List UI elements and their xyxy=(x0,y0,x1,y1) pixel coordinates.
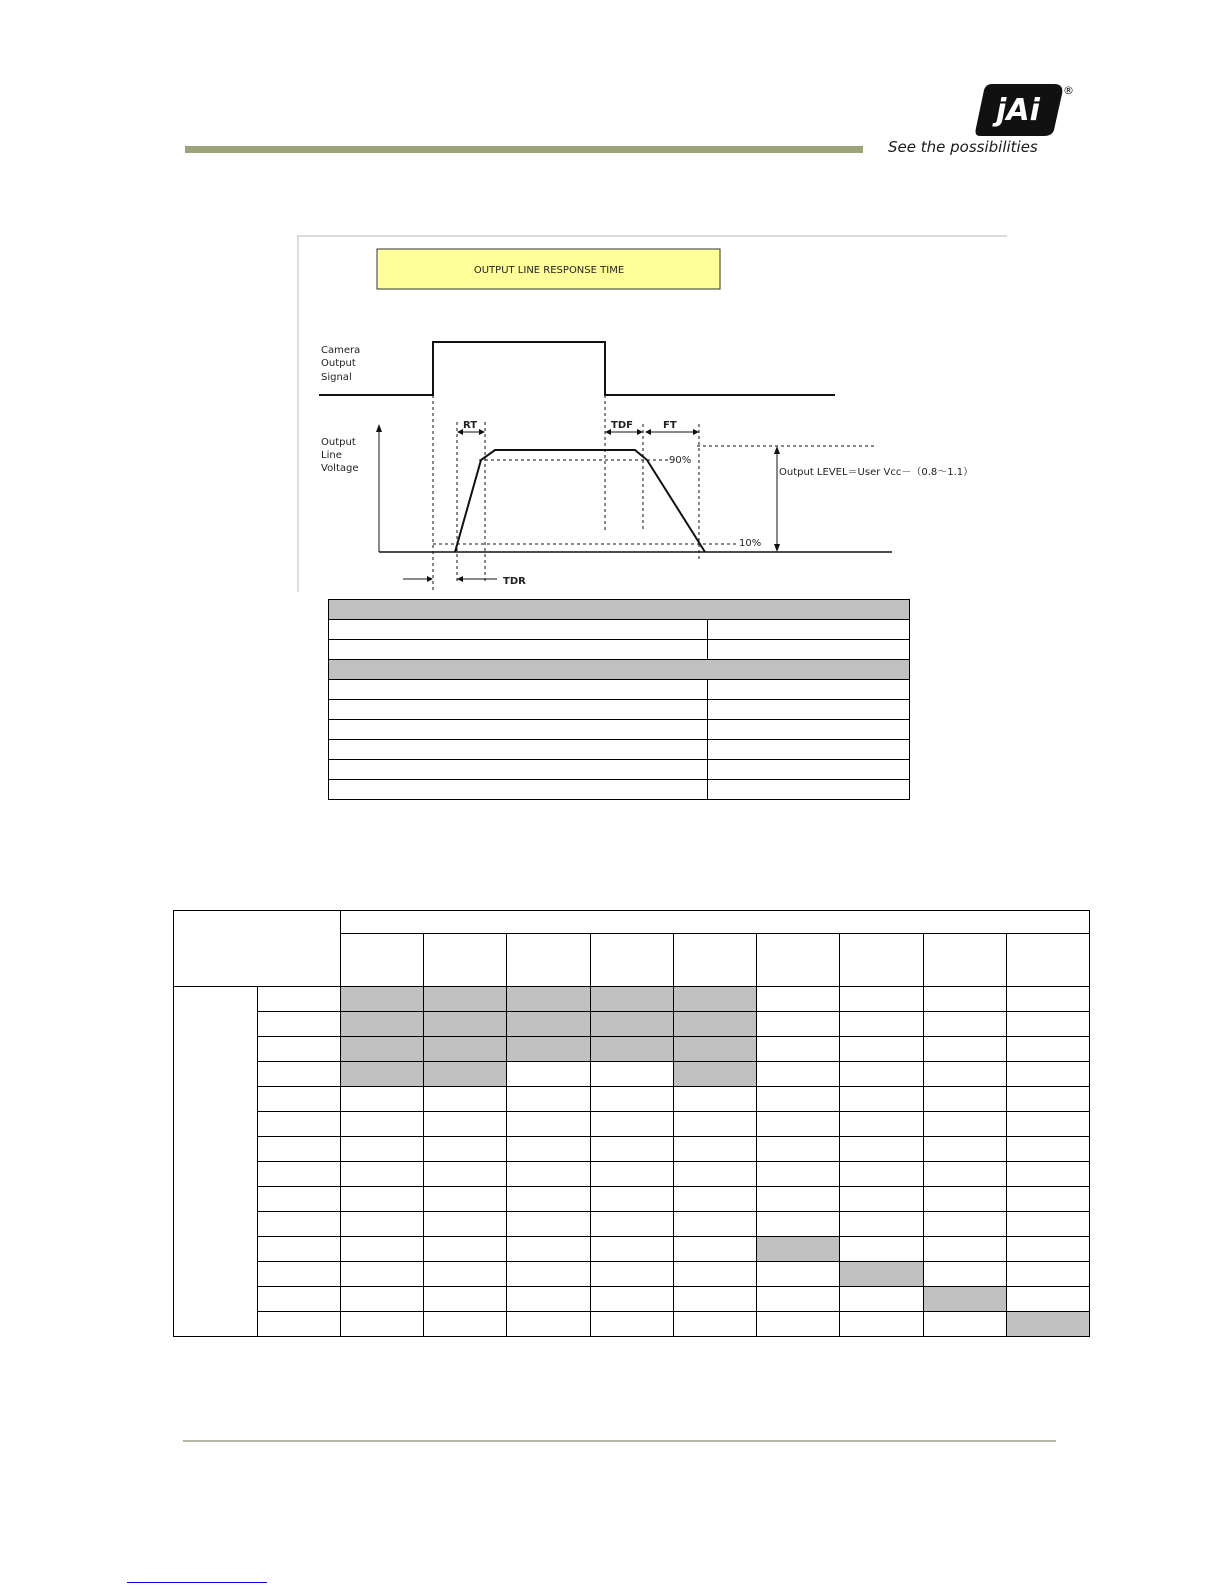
matrix-cell-shaded xyxy=(590,987,673,1012)
footer-link-underline[interactable] xyxy=(127,1582,267,1583)
matrix-cell xyxy=(341,1262,424,1287)
matrix-cell xyxy=(673,1187,756,1212)
table-row xyxy=(329,760,910,780)
matrix-cell xyxy=(757,987,840,1012)
matrix-cell xyxy=(840,1287,923,1312)
matrix-row-label xyxy=(257,1237,341,1262)
matrix-row xyxy=(174,1062,1090,1087)
ninety-percent-label: 90% xyxy=(669,455,692,466)
matrix-cell xyxy=(1006,1062,1089,1087)
matrix-cell-shaded xyxy=(424,1012,507,1037)
matrix-cell xyxy=(507,1287,590,1312)
matrix-cell xyxy=(341,1287,424,1312)
matrix-cell xyxy=(590,1112,673,1137)
matrix-cell xyxy=(590,1287,673,1312)
matrix-cell xyxy=(507,1262,590,1287)
tdf-label: TDF xyxy=(611,420,633,431)
matrix-cell xyxy=(590,1062,673,1087)
matrix-cell xyxy=(673,1262,756,1287)
matrix-cell xyxy=(673,1312,756,1337)
matrix-row xyxy=(174,1187,1090,1212)
matrix-cell xyxy=(1006,1187,1089,1212)
matrix-cell xyxy=(507,1162,590,1187)
matrix-cell xyxy=(923,1062,1006,1087)
matrix-cell xyxy=(923,1012,1006,1037)
matrix-cell xyxy=(673,1137,756,1162)
matrix-cell xyxy=(923,1162,1006,1187)
matrix-cell xyxy=(673,1237,756,1262)
matrix-column-header xyxy=(757,934,840,987)
table-row xyxy=(329,740,910,760)
matrix-cell xyxy=(424,1162,507,1187)
matrix-corner-cell xyxy=(174,911,341,987)
matrix-cell xyxy=(673,1087,756,1112)
matrix-cell xyxy=(341,1137,424,1162)
table-row xyxy=(329,780,910,800)
matrix-column-header xyxy=(840,934,923,987)
matrix-cell xyxy=(923,1312,1006,1337)
table-row xyxy=(329,680,910,700)
camera-output-signal-waveform xyxy=(319,342,835,395)
matrix-cell xyxy=(507,1062,590,1087)
matrix-row xyxy=(174,1162,1090,1187)
matrix-cell xyxy=(341,1237,424,1262)
matrix-cell-shaded xyxy=(341,1062,424,1087)
matrix-cell xyxy=(507,1237,590,1262)
jai-logo xyxy=(974,80,1074,138)
matrix-cell xyxy=(757,1187,840,1212)
matrix-cell-shaded xyxy=(673,1012,756,1037)
matrix-cell xyxy=(923,1262,1006,1287)
matrix-cell-shaded xyxy=(341,1012,424,1037)
matrix-cell-shaded xyxy=(757,1237,840,1262)
matrix-cell xyxy=(507,1137,590,1162)
matrix-cell xyxy=(1006,1037,1089,1062)
table-row xyxy=(329,720,910,740)
matrix-cell xyxy=(341,1312,424,1337)
matrix-cell xyxy=(757,1037,840,1062)
matrix-cell xyxy=(757,1087,840,1112)
matrix-row xyxy=(174,1037,1090,1062)
matrix-cell xyxy=(1006,1262,1089,1287)
matrix-cell xyxy=(341,1087,424,1112)
matrix-row-label xyxy=(257,1212,341,1237)
matrix-cell xyxy=(840,1162,923,1187)
output-line-response-diagram xyxy=(297,234,1007,594)
matrix-cell xyxy=(757,1262,840,1287)
matrix-cell-shaded xyxy=(424,1062,507,1087)
footer-rule xyxy=(183,1440,1056,1442)
matrix-row xyxy=(174,1312,1090,1337)
matrix-cell xyxy=(507,1087,590,1112)
matrix-cell xyxy=(590,1162,673,1187)
matrix-cell-shaded xyxy=(424,1037,507,1062)
matrix-cell xyxy=(757,1062,840,1087)
tdr-label: TDR xyxy=(503,576,526,587)
matrix-row xyxy=(174,1012,1090,1037)
matrix-cell xyxy=(590,1237,673,1262)
matrix-cell xyxy=(840,1112,923,1137)
matrix-cell-shaded xyxy=(673,987,756,1012)
matrix-cell xyxy=(840,1037,923,1062)
matrix-cell-shaded xyxy=(590,1012,673,1037)
matrix-row xyxy=(174,1112,1090,1137)
matrix-row xyxy=(174,1087,1090,1112)
matrix-cell xyxy=(1006,1212,1089,1237)
table-section-row xyxy=(329,660,910,680)
matrix-column-header xyxy=(424,934,507,987)
camera-output-signal-label: Camera Output Signal xyxy=(321,345,361,383)
matrix-row-label xyxy=(257,1012,341,1037)
matrix-cell xyxy=(757,1112,840,1137)
matrix-cell xyxy=(840,1237,923,1262)
matrix-cell-shaded xyxy=(341,1037,424,1062)
matrix-cell-shaded xyxy=(840,1262,923,1287)
matrix-row-label xyxy=(257,1287,341,1312)
table-row xyxy=(329,640,910,660)
matrix-cell xyxy=(507,1187,590,1212)
matrix-cell-shaded xyxy=(507,1012,590,1037)
matrix-cell xyxy=(341,1112,424,1137)
matrix-cell-shaded xyxy=(507,1037,590,1062)
matrix-cell xyxy=(1006,1162,1089,1187)
logo-text: jAi xyxy=(996,93,1040,128)
voltage-axis-arrowhead xyxy=(376,424,382,432)
timing-guides xyxy=(433,395,875,590)
matrix-cell xyxy=(757,1212,840,1237)
matrix-cell xyxy=(757,1137,840,1162)
matrix-cell xyxy=(590,1087,673,1112)
matrix-row-label xyxy=(257,1137,341,1162)
matrix-cell xyxy=(840,1187,923,1212)
matrix-row-label xyxy=(257,1312,341,1337)
diagram-title: OUTPUT LINE RESPONSE TIME xyxy=(473,265,625,276)
output-level-label: Output LEVEL＝User Vcc－（0.8～1.1） xyxy=(779,467,974,478)
matrix-cell xyxy=(1006,1112,1089,1137)
matrix-column-header xyxy=(923,934,1006,987)
matrix-cell xyxy=(923,1237,1006,1262)
table-row xyxy=(329,700,910,720)
matrix-cell xyxy=(923,1087,1006,1112)
matrix-cell xyxy=(923,1037,1006,1062)
matrix-cell-shaded xyxy=(1006,1312,1089,1337)
matrix-cell xyxy=(424,1187,507,1212)
matrix-cell xyxy=(1006,987,1089,1012)
matrix-cell xyxy=(341,1162,424,1187)
matrix-cell xyxy=(673,1212,756,1237)
table-row xyxy=(329,620,910,640)
tagline: See the possibilities xyxy=(888,138,1038,156)
matrix-cell xyxy=(923,1212,1006,1237)
matrix-cell xyxy=(590,1212,673,1237)
matrix-cell-shaded xyxy=(673,1062,756,1087)
ten-percent-label: 10% xyxy=(739,538,762,549)
matrix-group-header xyxy=(341,911,1090,934)
matrix-row-label xyxy=(257,1037,341,1062)
matrix-cell xyxy=(673,1162,756,1187)
matrix-cell-shaded xyxy=(923,1287,1006,1312)
output-line-voltage-label: Output Line Voltage xyxy=(321,437,359,474)
header-rule xyxy=(185,146,863,153)
matrix-cell xyxy=(840,987,923,1012)
matrix-cell xyxy=(757,1162,840,1187)
matrix-row xyxy=(174,1237,1090,1262)
matrix-row-label xyxy=(257,1062,341,1087)
matrix-cell xyxy=(590,1137,673,1162)
table-section-row xyxy=(329,600,910,620)
signal-matrix-table xyxy=(173,910,1090,1337)
matrix-cell xyxy=(424,1312,507,1337)
matrix-cell xyxy=(1006,1137,1089,1162)
matrix-row-label xyxy=(257,1262,341,1287)
matrix-cell xyxy=(590,1262,673,1287)
matrix-cell xyxy=(757,1287,840,1312)
matrix-row xyxy=(174,1137,1090,1162)
matrix-cell xyxy=(1006,1012,1089,1037)
matrix-cell xyxy=(840,1212,923,1237)
matrix-cell xyxy=(923,1137,1006,1162)
matrix-cell xyxy=(507,1212,590,1237)
matrix-cell xyxy=(424,1262,507,1287)
matrix-cell xyxy=(840,1087,923,1112)
matrix-cell xyxy=(1006,1087,1089,1112)
matrix-cell xyxy=(840,1312,923,1337)
matrix-cell xyxy=(424,1237,507,1262)
matrix-cell xyxy=(923,1187,1006,1212)
matrix-row-label xyxy=(257,1187,341,1212)
matrix-cell xyxy=(590,1187,673,1212)
matrix-cell xyxy=(757,1012,840,1037)
matrix-row xyxy=(174,1262,1090,1287)
matrix-cell xyxy=(840,1062,923,1087)
logo-registered-mark: ® xyxy=(1063,84,1074,97)
matrix-row-group-header xyxy=(174,987,258,1337)
matrix-row xyxy=(174,987,1090,1012)
rt-label: RT xyxy=(463,420,478,431)
matrix-cell xyxy=(424,1112,507,1137)
matrix-cell xyxy=(424,1287,507,1312)
matrix-cell xyxy=(757,1312,840,1337)
matrix-column-header xyxy=(590,934,673,987)
matrix-row-label xyxy=(257,987,341,1012)
matrix-cell xyxy=(1006,1237,1089,1262)
matrix-cell-shaded xyxy=(590,1037,673,1062)
matrix-cell xyxy=(507,1112,590,1137)
matrix-cell xyxy=(673,1112,756,1137)
matrix-cell-shaded xyxy=(673,1037,756,1062)
matrix-cell xyxy=(590,1312,673,1337)
matrix-cell xyxy=(424,1137,507,1162)
matrix-row-label xyxy=(257,1162,341,1187)
matrix-cell xyxy=(507,1312,590,1337)
matrix-cell xyxy=(923,1112,1006,1137)
matrix-row-label xyxy=(257,1112,341,1137)
matrix-column-header xyxy=(673,934,756,987)
matrix-cell xyxy=(341,1187,424,1212)
matrix-cell xyxy=(341,1212,424,1237)
matrix-column-header xyxy=(341,934,424,987)
matrix-cell xyxy=(923,987,1006,1012)
matrix-row-label xyxy=(257,1087,341,1112)
matrix-row xyxy=(174,1212,1090,1237)
matrix-cell xyxy=(840,1012,923,1037)
matrix-cell xyxy=(1006,1287,1089,1312)
matrix-cell xyxy=(424,1087,507,1112)
ft-label: FT xyxy=(663,420,677,431)
matrix-header-row xyxy=(174,911,1090,934)
matrix-cell-shaded xyxy=(424,987,507,1012)
matrix-cell-shaded xyxy=(507,987,590,1012)
matrix-cell xyxy=(424,1212,507,1237)
matrix-cell xyxy=(673,1287,756,1312)
matrix-column-header xyxy=(507,934,590,987)
matrix-row xyxy=(174,1287,1090,1312)
matrix-cell-shaded xyxy=(341,987,424,1012)
output-line-voltage-waveform xyxy=(455,450,705,552)
response-time-table xyxy=(328,599,910,800)
matrix-column-header xyxy=(1006,934,1089,987)
matrix-cell xyxy=(840,1137,923,1162)
